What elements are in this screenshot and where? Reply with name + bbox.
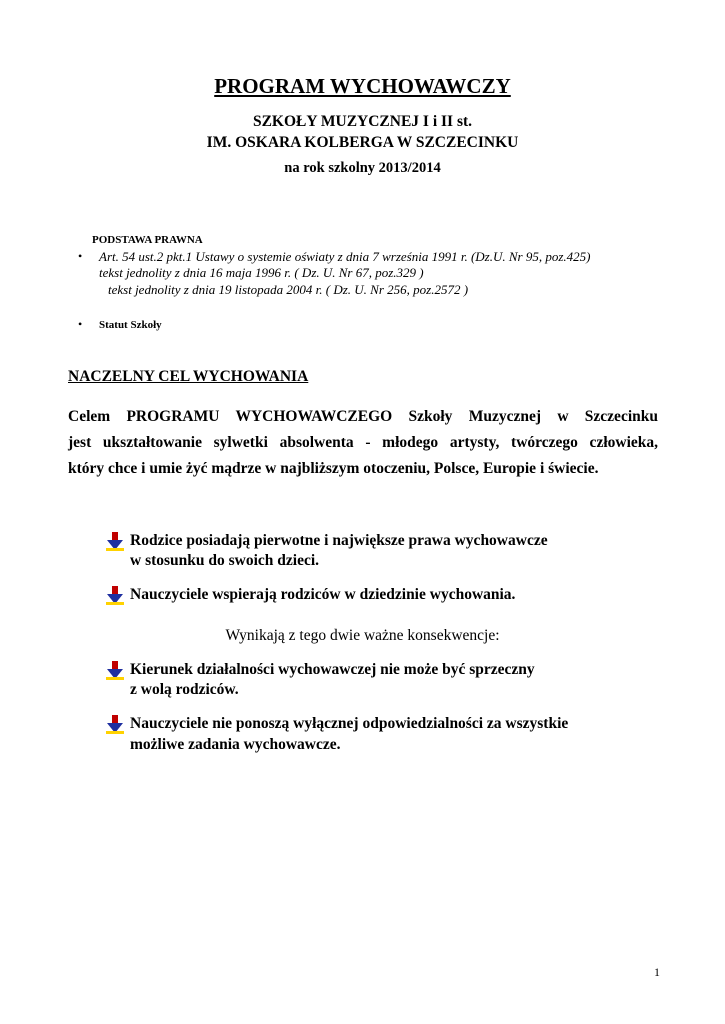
main-goal-paragraph xyxy=(68,404,658,482)
main-goal-line: jest ukształtowanie sylwetki absolwenta - młodego artysty, twórczego człowieka, xyxy=(68,434,658,451)
statute-bullet: • xyxy=(78,317,83,331)
school-name-line1: SZKOŁY MUZYCZNEJ I i II st. xyxy=(252,113,473,130)
school-year-line: na rok szkolny 2013/2014 xyxy=(284,160,441,176)
consequence-text: Kierunek działalności wychowawczej nie może być sprzeczny xyxy=(130,661,535,678)
page-number: 1 xyxy=(654,965,660,979)
school-name-line2: IM. OSKARA KOLBERGA W SZCZECINKU xyxy=(206,134,519,151)
down-arrow-bullet-icon xyxy=(106,531,124,551)
consequence-intro: Wynikają z tego dwie ważne konsekwencje: xyxy=(225,627,500,644)
down-arrow-bullet-icon xyxy=(106,660,124,680)
principle-text: Rodzice posiadają pierwotne i największe prawa wychowawcze xyxy=(130,532,548,549)
legal-basis-line: Art. 54 ust.2 pkt.1 Ustawy o systemie oświaty z dnia 7 września 1991 r. (Dz.U. Nr 95, poz.425) xyxy=(99,249,591,264)
legal-basis-heading: PODSTAWA PRAWNA xyxy=(92,234,203,246)
legal-basis-bullet: • xyxy=(78,249,83,263)
legal-basis-line: tekst jednolity z dnia 16 maja 1996 r. ( Dz. U. Nr 67, poz.329 ) xyxy=(99,265,424,280)
legal-basis-line: tekst jednolity z dnia 19 listopada 2004 r. ( Dz. U. Nr 256, poz.2572 ) xyxy=(108,282,469,297)
consequence-text: z wolą rodziców. xyxy=(130,681,239,698)
consequence-text: możliwe zadania wychowawcze. xyxy=(130,736,341,753)
main-goal-line: który chce i umie żyć mądrze w najbliższym otoczeniu, Polsce, Europie i świecie. xyxy=(68,460,599,477)
main-goal-heading: NACZELNY CEL WYCHOWANIA xyxy=(68,368,309,385)
principle-text: w stosunku do swoich dzieci. xyxy=(130,552,320,569)
main-goal-line: Celem PROGRAMU WYCHOWAWCZEGO Szkoły Muzycznej w Szczecinku xyxy=(68,408,658,425)
consequence-text: Nauczyciele nie ponoszą wyłącznej odpowiedzialności za wszystkie xyxy=(130,715,569,732)
principle-text: Nauczyciele wspierają rodziców w dziedzinie wychowania. xyxy=(130,586,516,603)
statute-item: Statut Szkoły xyxy=(99,319,162,331)
page-title: PROGRAM WYCHOWAWCZY xyxy=(214,74,511,98)
down-arrow-bullet-icon xyxy=(106,714,124,734)
down-arrow-bullet-icon xyxy=(106,585,124,605)
